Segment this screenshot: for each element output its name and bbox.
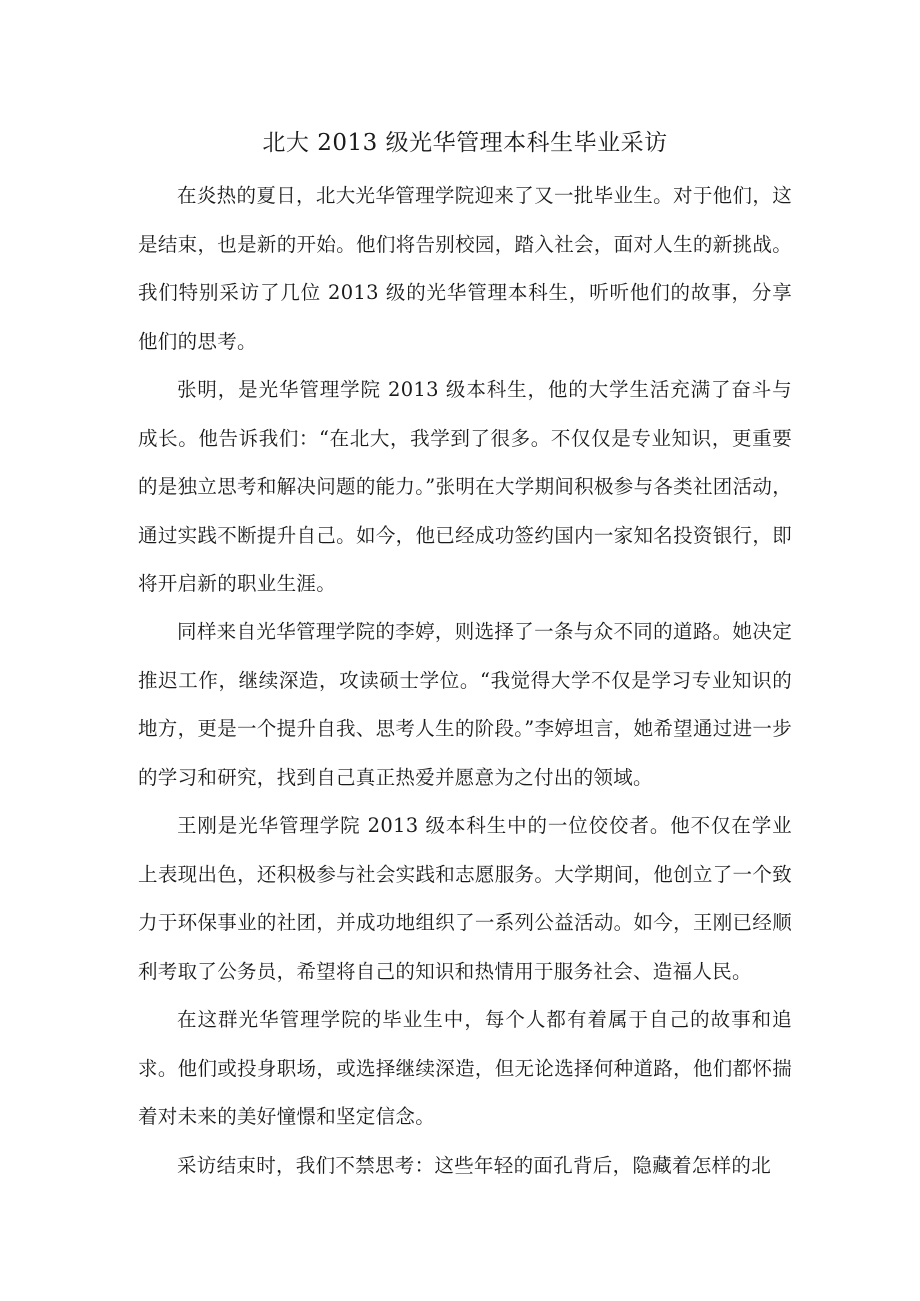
paragraph-intro: 在炎热的夏日，北大光华管理学院迎来了又一批毕业生。对于他们，这是结束，也是新的开始。他们将告别校园，踏入社会，面对人生的新挑战。我们特别采访了几位 2013 级的光华管理本科生，听听他们的故事，分享他们的思考。 xyxy=(138,184,792,353)
paragraph-wang-gang: 王刚是光华管理学院 2013 级本科生中的一位佼佼者。他不仅在学业上表现出色，还积极参与社会实践和志愿服务。大学期间，他创立了一个致力于环保事业的社团，并成功地组织了一系列公益活动。如今，王刚已经顺利考取了公务员，希望将自己的知识和热情用于服务社会、造福人民。 xyxy=(138,814,792,983)
paragraph-closing: 采访结束时，我们不禁思考：这些年轻的面孔背后，隐藏着怎样的北 xyxy=(177,1154,772,1177)
paragraph-li-ting: 同样来自光华管理学院的李婷，则选择了一条与众不同的道路。她决定推迟工作，继续深造，攻读硕士学位。“我觉得大学不仅是学习专业知识的地方，更是一个提升自我、思考人生的阶段。”李婷坦言，她希望通过进一步的学习和研究，找到自己真正热爱并愿意为之付出的领域。 xyxy=(138,620,792,789)
document-page xyxy=(138,0,792,1301)
paragraph-summary: 在这群光华管理学院的毕业生中，每个人都有着属于自己的故事和追求。他们或投身职场，或选择继续深造，但无论选择何种道路，他们都怀揣着对未来的美好憧憬和坚定信念。 xyxy=(138,1008,792,1128)
document-title: 北大 2013 级光华管理本科生毕业采访 xyxy=(262,130,668,156)
paragraph-zhang-ming: 张明，是光华管理学院 2013 级本科生，他的大学生活充满了奋斗与成长。他告诉我们：“在北大，我学到了很多。不仅仅是专业知识，更重要的是独立思考和解决问题的能力。”张明在大学期间积极参与各类社团活动，通过实践不断提升自己。如今，他已经成功签约国内一家知名投资银行，即将开启新的职业生涯。 xyxy=(138,378,792,595)
